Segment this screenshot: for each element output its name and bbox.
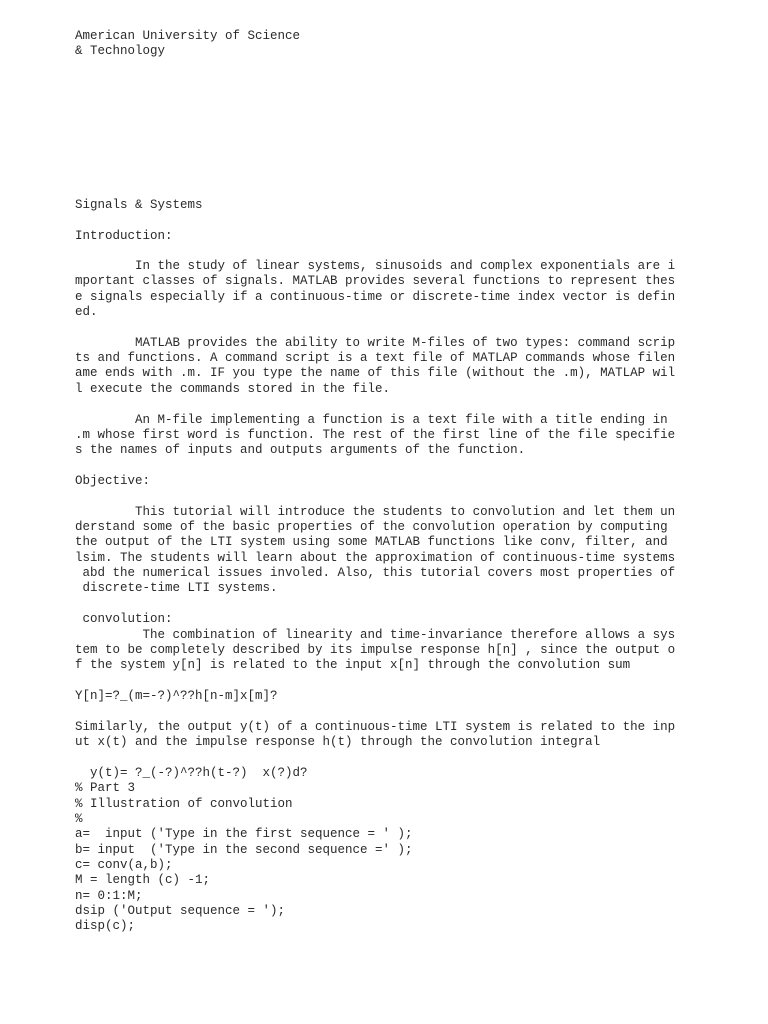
objective-paragraph-line: the output of the LTI system using some MATLAB functions like conv, filter, and [75, 535, 668, 549]
convolution-paragraph-line: f the system y[n] is related to the input x[n] through the convolution sum [75, 658, 631, 672]
code-line: c= conv(a,b); [75, 858, 173, 872]
convolution-paragraph-line: tem to be completely described by its impulse response h[n] , since the output o [75, 643, 676, 657]
course-title: Signals & Systems [75, 198, 203, 212]
intro-paragraph-1-line: In the study of linear systems, sinusoids and complex exponentials are i [75, 259, 676, 273]
code-line: disp(c); [75, 919, 136, 933]
convolution-sum-formula: Y[n]=?_(m=-?)^??h[n-m]x[m]? [75, 689, 278, 703]
intro-paragraph-2-line: l execute the commands stored in the file. [75, 382, 391, 396]
intro-paragraph-1-line: mportant classes of signals. MATLAB provides several functions to represent thes [75, 274, 676, 288]
code-line: % [75, 812, 83, 826]
objective-heading: Objective: [75, 474, 151, 488]
convolution-paragraph-line: The combination of linearity and time-invariance therefore allows a sys [75, 628, 676, 642]
intro-paragraph-2-line: MATLAB provides the ability to write M-files of two types: command scrip [75, 336, 676, 350]
intro-paragraph-1-line: ed. [75, 305, 98, 319]
intro-paragraph-3-line: s the names of inputs and outputs arguments of the function. [75, 443, 526, 457]
intro-paragraph-2-line: ts and functions. A command script is a text file of MATLAP commands whose filen [75, 351, 676, 365]
institution-line-2: & Technology [75, 44, 166, 58]
institution-line-1: American University of Science [75, 29, 301, 43]
code-line: dsip ('Output sequence = '); [75, 904, 286, 918]
objective-paragraph-line: abd the numerical issues involed. Also, this tutorial covers most properties of [75, 566, 676, 580]
objective-paragraph-line: lsim. The students will learn about the approximation of continuous-time systems [75, 551, 676, 565]
intro-paragraph-3-line: An M-file implementing a function is a text file with a title ending in [75, 413, 668, 427]
code-line: % Part 3 [75, 781, 136, 795]
objective-paragraph-line: derstand some of the basic properties of the convolution operation by computing [75, 520, 668, 534]
convolution-paragraph-2-line: ut x(t) and the impulse response h(t) through the convolution integral [75, 735, 601, 749]
intro-paragraph-1-line: e signals especially if a continuous-time or discrete-time index vector is defin [75, 290, 676, 304]
code-line: b= input ('Type in the second sequence =' ); [75, 843, 413, 857]
intro-paragraph-3-line: .m whose first word is function. The rest of the first line of the file specifie [75, 428, 676, 442]
introduction-heading: Introduction: [75, 229, 173, 243]
code-line: M = length (c) -1; [75, 873, 211, 887]
convolution-heading: convolution: [75, 612, 173, 626]
convolution-integral-formula: y(t)= ?_(-?)^??h(t-?) x(?)d? [75, 766, 308, 780]
objective-paragraph-line: This tutorial will introduce the students to convolution and let them un [75, 505, 676, 519]
code-line: % Illustration of convolution [75, 797, 293, 811]
code-line: n= 0:1:M; [75, 889, 143, 903]
objective-paragraph-line: discrete-time LTI systems. [75, 581, 278, 595]
intro-paragraph-2-line: ame ends with .m. IF you type the name of this file (without the .m), MATLAP wil [75, 366, 676, 380]
code-line: a= input ('Type in the first sequence = ' ); [75, 827, 413, 841]
convolution-paragraph-2-line: Similarly, the output y(t) of a continuous-time LTI system is related to the inp [75, 720, 676, 734]
